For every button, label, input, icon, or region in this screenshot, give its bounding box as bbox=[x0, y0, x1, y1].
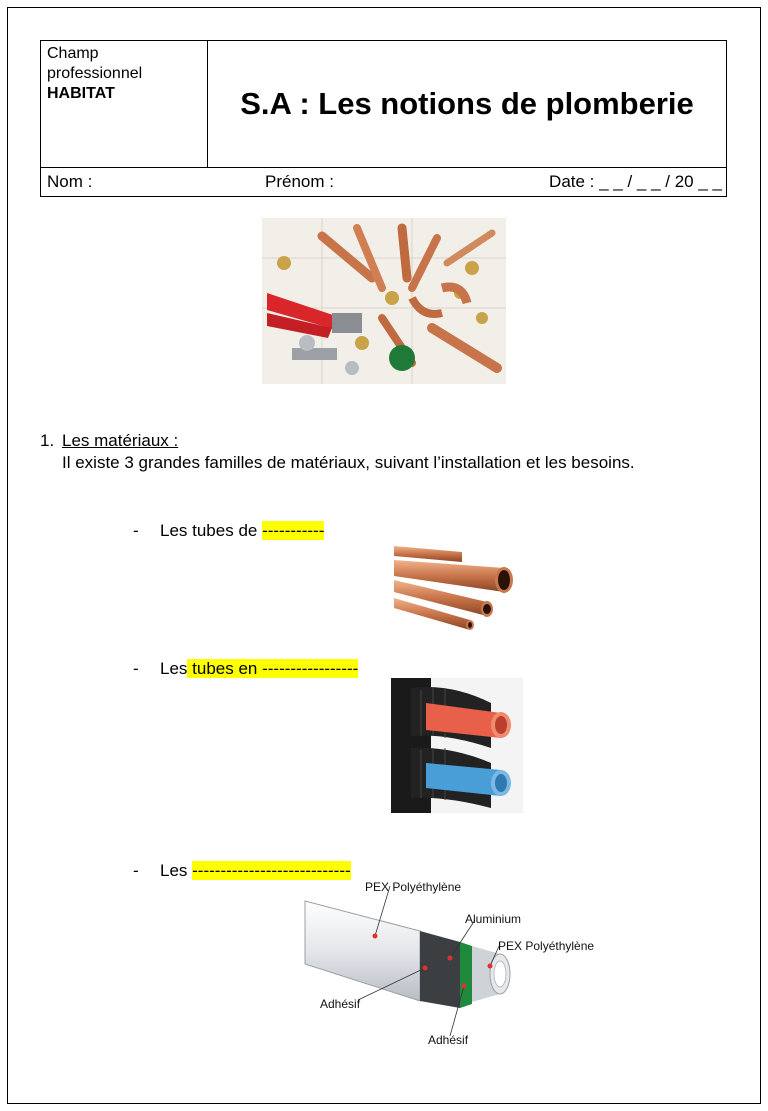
copper-tubes-image bbox=[392, 540, 521, 635]
list-item-per bbox=[133, 658, 358, 680]
name-label: Nom : bbox=[47, 172, 93, 191]
per-tubes-image bbox=[391, 678, 523, 813]
field-cell bbox=[41, 41, 208, 167]
student-info-row bbox=[41, 167, 726, 196]
multilayer-tube-diagram bbox=[300, 876, 620, 1056]
date-label: Date : _ _ / _ _ / 20 _ _ bbox=[549, 172, 722, 191]
item-prefix: Les bbox=[160, 659, 188, 678]
label-adhesive-2: Adhésif bbox=[428, 1033, 469, 1047]
field-line-1: Champ bbox=[47, 45, 99, 62]
label-adhesive-1: Adhésif bbox=[320, 997, 361, 1011]
plumbing-fittings-image bbox=[262, 218, 506, 384]
list-dash: - bbox=[133, 659, 139, 678]
blank-field: ---------------------------- bbox=[192, 861, 351, 880]
page-title: S.A : Les notions de plomberie bbox=[240, 86, 694, 121]
firstname-label: Prénom : bbox=[265, 172, 334, 191]
list-item-copper bbox=[133, 520, 324, 542]
item-prefix: Les bbox=[160, 861, 193, 880]
blank-field: ----------- bbox=[262, 521, 325, 540]
label-pex-outer: PEX Polyéthylène bbox=[365, 880, 462, 894]
blank-field: tubes en ----------------- bbox=[187, 659, 359, 678]
field-line-3: HABITAT bbox=[47, 85, 115, 102]
item-prefix: Les tubes de bbox=[160, 521, 263, 540]
header-table bbox=[40, 40, 727, 197]
label-pex-inner: PEX Polyéthylène bbox=[498, 939, 595, 953]
section-description: Il existe 3 grandes familles de matériaux, suivant l’installation et les besoins. bbox=[62, 453, 635, 472]
section-number: 1. bbox=[40, 431, 55, 450]
field-line-2: professionnel bbox=[47, 65, 143, 82]
list-dash: - bbox=[133, 521, 139, 540]
section-title: Les matériaux : bbox=[62, 431, 179, 450]
label-aluminium: Aluminium bbox=[465, 912, 522, 926]
list-dash: - bbox=[133, 861, 139, 880]
